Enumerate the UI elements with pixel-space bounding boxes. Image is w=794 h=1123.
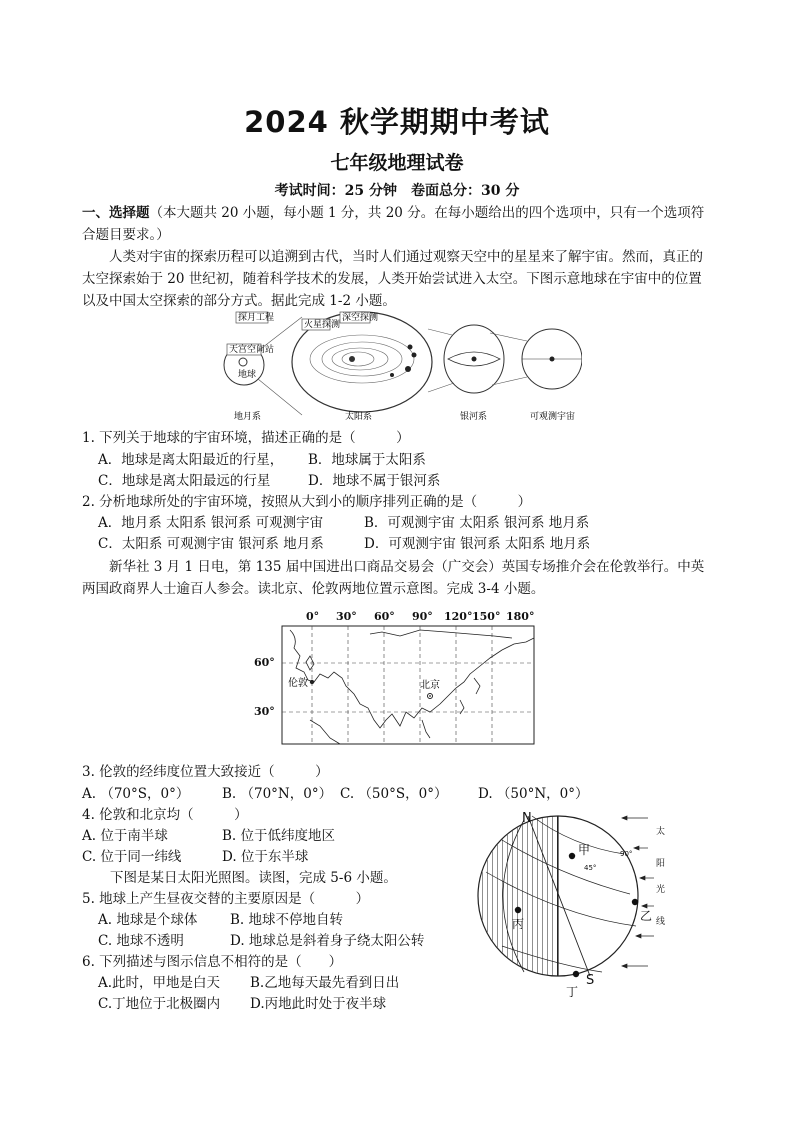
point-bing — [515, 907, 521, 913]
london-marker — [310, 680, 314, 684]
q2-option-a: A．地月系 太阳系 银河系 可观测宇宙 — [98, 515, 324, 531]
q6-option-a: A.此时，甲地是白天 — [98, 975, 221, 991]
passage-3: 下图是某日太阳光照图。读图，完成 5-6 小题。 — [110, 870, 397, 886]
world-map — [250, 608, 540, 750]
q1-option-c: C．地球是离太阳最远的行星 — [98, 473, 271, 489]
q5-option-a: A. 地球是个球体 — [98, 912, 198, 928]
label-universe: 可观测宇宙 — [530, 412, 576, 422]
point-jia — [569, 853, 575, 859]
tag-lunar-project-text: 探月工程 — [238, 313, 275, 323]
beijing-label: 北京 — [420, 680, 440, 691]
q5-option-c: C. 地球不透明 — [98, 933, 184, 949]
q3-option-a: A. （70°S，0°） — [82, 786, 190, 802]
night-hemisphere — [478, 806, 558, 996]
q3-option-c: C. （50°S，0°） — [340, 786, 448, 802]
q5-option-b: B. 地球不停地自转 — [230, 912, 344, 928]
page-subtitle: 七年级地理试卷 — [330, 152, 464, 174]
label-yang: 阳 — [656, 859, 666, 869]
sun-icon — [349, 356, 355, 362]
q6-stem: 6. 下列描述与图示信息不相符的是（ ） — [82, 954, 343, 970]
q2-option-c: C．太阳系 可观测宇宙 银河系 地月系 — [98, 536, 324, 552]
lat-label-60: 60° — [254, 656, 275, 669]
lon-label-90: 90° — [412, 610, 433, 623]
universe-figure — [222, 307, 582, 425]
q5-stem: 5. 地球上产生昼夜交替的主要原因是（ ） — [82, 891, 370, 907]
label-s: S — [586, 973, 595, 988]
label-guang: 光 — [656, 885, 666, 895]
q3-option-d: D. （50°N，0°） — [478, 786, 589, 802]
label-tai: 太 — [656, 827, 666, 837]
q6-option-c: C.丁地位于北极圈内 — [98, 996, 221, 1012]
lon-label-120: 120° — [444, 610, 473, 623]
section-heading: 一、选择题 — [82, 205, 150, 221]
q3-stem: 3. 伦敦的经纬度位置大致接近（ ） — [82, 764, 329, 780]
label-45deg: 45° — [584, 864, 597, 872]
lon-label-60: 60° — [374, 610, 395, 623]
tag-space-station-text: 天宫空间站 — [229, 345, 275, 355]
point-yi — [632, 899, 638, 905]
q4-option-d: D. 位于东半球 — [222, 849, 309, 865]
q4-option-c: C. 位于同一纬线 — [82, 849, 182, 865]
q3-option-b: B. （70°N，0°） — [222, 786, 333, 802]
label-xian: 线 — [656, 917, 666, 927]
passage-2: 新华社 3 月 1 日电，第 135 届中国进出口商品交易会（广交会）英国专场推介会在伦敦举行。中英两国政商界人士逾百人参会。读北京、伦敦两地位置示意图。完成 3-4 小题。 — [82, 559, 705, 597]
q1-stem: 1. 下列关于地球的宇宙环境，描述正确的是（ ） — [82, 430, 410, 446]
q1-option-d: D．地球不属于银河系 — [308, 473, 441, 489]
tag-deep-space-text: 深空探测 — [342, 313, 379, 323]
label-solar: 太阳系 — [345, 412, 373, 422]
tag-mars-text: 火星探测 — [304, 320, 341, 330]
label-bing: 丙 — [512, 917, 525, 931]
q6-option-b: B.乙地每天最先看到日出 — [250, 975, 400, 991]
label-galaxy: 银河系 — [460, 412, 488, 422]
point-ding — [573, 971, 579, 977]
label-n: N — [522, 811, 532, 826]
q5-option-d: D. 地球总是斜着身子绕太阳公转 — [230, 933, 425, 949]
q1-option-b: B．地球属于太阳系 — [308, 452, 426, 468]
lat-label-30: 30° — [254, 705, 275, 718]
q6-option-d: D.丙地此时处于夜半球 — [250, 996, 387, 1012]
q4-option-b: B. 位于低纬度地区 — [222, 828, 336, 844]
passage-1: 人类对宇宙的探索历程可以追溯到古代，当时人们通过观察天空中的星星来了解宇宙。然而，真正的太空探索始于 20 世纪初，随着科学技术的发展，人类开始尝试进入太空。下图示意地球在宇宙中的位置以及中国太空探索的部分方式。据此完成 1-2 小题。 — [82, 249, 703, 309]
london-label: 伦敦 — [288, 678, 308, 689]
section-intro: （本大题共 20 小题，每小题 1 分，共 20 分。在每小题给出的四个选项中，只有一个选项符合题目要求。） — [82, 205, 705, 243]
lon-label-150: 150° — [472, 610, 501, 623]
label-ding: 丁 — [566, 985, 579, 999]
exam-info: 考试时间：25 分钟 卷面总分：30 分 — [274, 183, 520, 199]
q4-option-a: A. 位于南半球 — [82, 828, 168, 844]
q4-stem: 4. 伦敦和北京均（ ） — [82, 807, 248, 823]
earth-label: 地球 — [238, 370, 257, 380]
q2-option-d: D．可观测宇宙 银河系 太阳系 地月系 — [364, 536, 591, 552]
q2-stem: 2. 分析地球所处的宇宙环境，按照从大到小的顺序排列正确的是（ ） — [82, 494, 532, 510]
earth-icon — [239, 358, 247, 366]
q2-option-b: B．可观测宇宙 太阳系 银河系 地月系 — [364, 515, 590, 531]
illumination-figure — [472, 806, 694, 1002]
label-yi: 乙 — [640, 909, 653, 923]
page-title: 2024 秋学期期中考试 — [244, 105, 550, 139]
label-90deg: 90° — [620, 850, 633, 858]
lon-label-180: 180° — [506, 610, 535, 623]
q1-option-a: A．地球是离太阳最近的行星， — [98, 452, 284, 468]
label-jia: 甲 — [578, 843, 591, 857]
lon-label-0: 0° — [306, 610, 320, 623]
label-earth-moon: 地月系 — [234, 412, 262, 422]
lon-label-30: 30° — [336, 610, 357, 623]
section-instructions — [82, 202, 714, 246]
